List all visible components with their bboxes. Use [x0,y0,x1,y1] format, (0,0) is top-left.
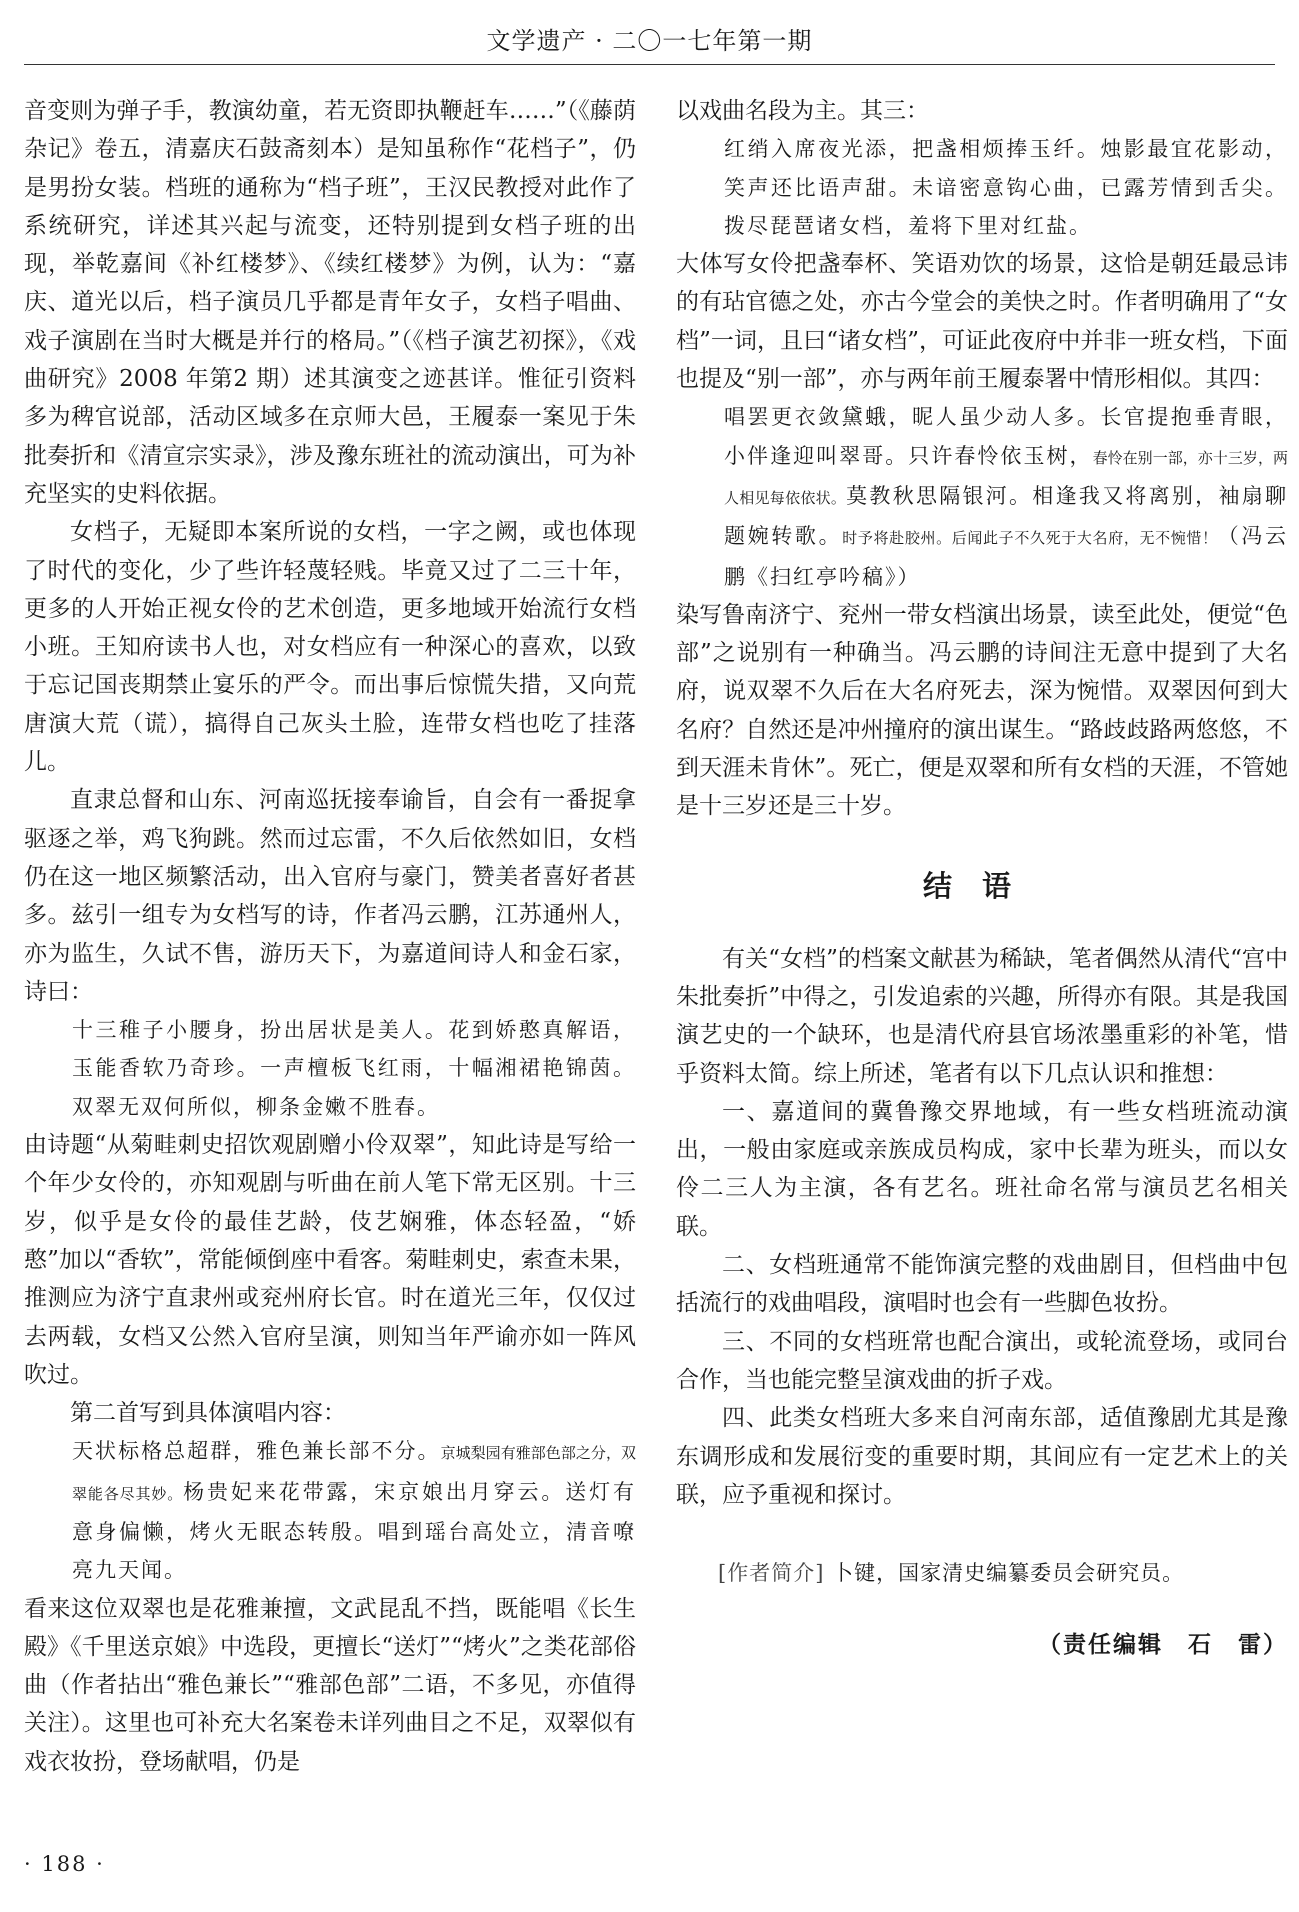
paragraph: 女档子，无疑即本案所说的女档，一字之阙，或也体现了时代的变化，少了些许轻蔑轻贱。毕竟又过了二三十年，更多的人开始正视女伶的艺术创造，更多地域开始流行女档小班。王知府读书人也，对女档应有一种深心的喜欢，以致于忘记国丧期禁止宴乐的严令。而出事后惊慌失措，又向荒唐演大荒（谎），搞得自己灰头土脸，连带女档也吃了挂落儿。 [24,519,636,776]
poem-quote [24,1432,636,1589]
poem-note: 京城梨园有雅部色部之分，双翠能各尽其妙。 [72,1444,636,1503]
paragraph: 大体写女伶把盏奉杯、笑语劝饮的场景，这恰是朝廷最忌讳的有玷官德之处，亦古今堂会的美快之时。作者明确用了“女档”一词，且曰“诸女档”，可证此夜府中并非一班女档，下面也提及“别一部”，亦与两年前王履泰署中情形相似。其四： [676,251,1288,393]
section-heading: 结语 [922,868,1041,903]
paragraph: 四、此类女档班大多来自河南东部，适值豫剧尤其是豫东调形成和发展衍变的重要时期，其间应有一定艺术上的关联，应予重视和探讨。 [676,1405,1288,1508]
left-column [24,92,636,1781]
responsible-editor: （责任编辑 石 雷） [1038,1632,1288,1659]
author-label: [作者简介] [718,1561,825,1586]
poem-note: 时予将赴胶州。后闻此子不久死于大名府，无不惋惜！ [842,529,1218,548]
paragraph: 染写鲁南济宁、兖州一带女档演出场景，读至此处，便觉“色部”之说别有一种确当。冯云鹏的诗间注无意中提到了大名府，说双翠不久后在大名府死去，深为惋惜。双翠因何到大名府？自然还是冲州撞府的演出谋生。“路歧歧路两悠悠，不到天涯未肯休”。死亡，便是双翠和所有女档的天涯，不管她是十三岁还是三十岁。 [676,601,1288,820]
paragraph: 一、嘉道间的冀鲁豫交界地域，有一些女档班流动演出，一般由家庭或亲族成员构成，家中长辈为班头，而以女伶二三人为主演，各有艺名。班社命名常与演员艺名相关联。 [676,1098,1288,1240]
paragraph: 看来这位双翠也是花雅兼擅，文武昆乱不挡，既能唱《长生殿》《千里送京娘》中选段，更擅长“送灯”“烤火”之类花部俗曲（作者拈出“雅色兼长”“雅部色部”二语，不多见，亦值得关注）。这里也可补充大名案卷未详列曲目之不足，双翠似有戏衣妆扮，登场献唱，仍是 [24,1595,636,1775]
poem-source: （冯云鹏《扫红亭吟稿》） [724,524,1289,589]
poem-line: 莫教秋思隔银河。相逢我又将离别，袖扇聊题婉转歌。 [724,483,1288,549]
paragraph: 有关“女档”的档案文献甚为稀缺，笔者偶然从清代“宫中朱批奏折”中得之，引发追索的兴趣，所得亦有限。其是我国演艺史的一个缺环，也是清代府县官场浓墨重彩的补笔，惜乎资料太简。综上所述，笔者有以下几点认识和推想： [676,945,1288,1087]
journal-title: 文学遗产 · 二〇一七年第一期 [486,27,813,55]
author-note [676,1554,1288,1592]
right-column [676,92,1288,1665]
poem-line: 唱罢更衣敛黛蛾，昵人虽少动人多。长官提抱垂青眼，小伴逢迎叫翠哥。只许春怜依玉树， [724,405,1288,468]
author-text: 卜键，国家清史编纂委员会研究员。 [832,1561,1185,1586]
paragraph: 音变则为弹子手，教演幼童，若无资即执鞭赶车……”（《藤荫杂记》卷五，清嘉庆石鼓斋刻本）是知虽称作“花档子”，仍是男扮女装。档班的通称为“档子班”，王汉民教授对此作了系统研究，详述其兴起与流变，还特别提到女档子班的出现，举乾嘉间《补红楼梦》、《续红楼梦》为例，认为：“嘉庆、道光以后，档子演员几乎都是青年女子，女档子唱曲、戏子演剧在当时大概是并行的格局。”（《档子演艺初探》，《戏曲研究》2008 年第2 期）述其演变之迹甚详。惟征引资料多为稗官说部，活动区域多在京师大邑，王履泰一案见于朱批奏折和《清宣宗实录》，涉及豫东班社的流动演出，可为补充坚实的史料依据。 [24,98,636,507]
poem-note: 春怜在别一部，亦十三岁，两人相见每依依状。 [724,448,1288,507]
page-number: · 188 · [24,1852,105,1876]
paragraph: 由诗题“从菊畦刺史招饮观剧赠小伶双翠”，知此诗是写给一个年少女伶的，亦知观剧与听曲在前人笔下常无区别。十三岁，似乎是女伶的最佳艺龄，伎艺娴雅，体态轻盈，“娇憨”加以“香软”，常能倾倒座中看客。菊畦刺史，索查未果，推测应为济宁直隶州或兖州府长官。时在道光三年，仅仅过去两载，女档又公然入官府呈演，则知当年严谕亦如一阵风吹过。 [24,1132,636,1388]
poem-quote [676,398,1288,595]
poem-quote: 十三稚子小腰身，扮出居状是美人。花到娇憨真解语，玉能香软乃奇珍。一声檀板飞红雨，十幅湘裙艳锦茵。双翠无双何所似，柳条金嫩不胜春。 [72,1018,636,1119]
poem-quote: 红绡入席夜光添，把盏相烦捧玉纤。烛影最宜花影动，笑声还比语声甜。未谙密意钩心曲，已露芳情到舌尖。拨尽琵琶诸女档，羞将下里对红盐。 [724,137,1288,238]
paragraph: 二、女档班通常不能饰演完整的戏曲剧目，但档曲中包括流行的戏曲唱段，演唱时也会有一些脚色妆扮。 [676,1252,1288,1317]
poem-line: 天状标格总超群，雅色兼长部不分。 [72,1439,441,1464]
paragraph: 第二首写到具体演唱内容： [70,1400,346,1427]
running-header [24,18,1275,65]
poem-line: 杨贵妃来花带露，宋京娘出月穿云。送灯有意身偏懒，烤火无眠态转殷。唱到瑶台高处立，清音嘹亮九天闻。 [72,1479,636,1583]
paragraph: 直隶总督和山东、河南巡抚接奉谕旨，自会有一番捉拿驱逐之举，鸡飞狗跳。然而过忘雷，不久后依然如旧，女档仍在这一地区频繁活动，出入官府与豪门，赞美者喜好者甚多。兹引一组专为女档写的诗，作者冯云鹏，江苏通州人，亦为监生，久试不售，游历天下，为嘉道间诗人和金石家，诗曰： [24,787,636,1005]
paragraph: 三、不同的女档班常也配合演出，或轮流登场，或同台合作，当也能完整呈演戏曲的折子戏。 [676,1328,1288,1393]
paragraph: 以戏曲名段为主。其三： [676,98,929,124]
